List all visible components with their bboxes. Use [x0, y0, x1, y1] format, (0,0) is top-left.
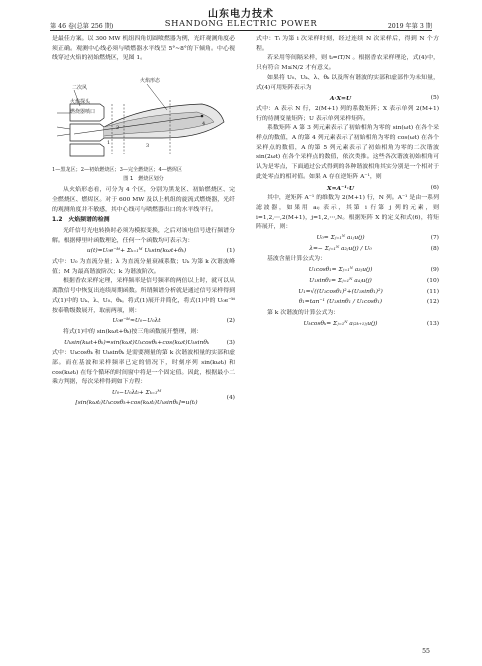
- paragraph: 光纤信号光电转换时必须为模拟变换，之后对该电信号进行频谱分解。根据傅里叶函数理论，任何一个函数均可表示为：: [52, 227, 235, 244]
- equation-number: (7): [430, 235, 439, 242]
- equation-number: (4): [226, 395, 235, 402]
- equation-number: (12): [426, 299, 439, 306]
- equation-number: (6): [430, 184, 439, 191]
- paragraph: 式中：Tᵢ 为第 i 次采样时刻，经过连续 N 次采样后，得到 N 个方程。: [256, 36, 439, 52]
- zone-label-3: 3: [146, 143, 150, 150]
- zone-label-4: 4: [202, 121, 206, 128]
- equation-body: θ₁=tan⁻¹ (U₁sinθ₁ / U₁cosθ₁): [298, 299, 383, 306]
- equation-body: U₀−U₀λtᵢ+ Σₖ₌₁ᴹ [sin(kωtᵢ)Uₖcosθₖ+cos(kωtᵢ)Uₖsinθₖ]=u(tᵢ): [75, 390, 198, 406]
- paragraph: 根据香农采样定理，采样频率是信号频率的两倍以上时，就可以从离散信号中恢复出连续周期函数。所谓频谱分析就是通过信号采样得到式(1)中的 Uₖ、λ、U₀、θₖ。将式(1)展开并简化，将式(1)中的 U₀e⁻ᵏᵗ 按泰勒级数展开，取前两项，则：: [52, 278, 235, 314]
- journal-title: 山东电力技术: [208, 9, 274, 20]
- equation-body: X=A⁻¹·U: [327, 184, 354, 192]
- section-heading: 1.2 火焰频谱的检测: [52, 217, 110, 224]
- equation-number: (8): [430, 245, 439, 252]
- paragraph: 式中：U₀ 为直流分量；λ 为直流分量衰减系数；Uₖ 为第 k 次谐波峰值；M 为最高谐波阶次；k 为谐波阶次。: [52, 259, 235, 275]
- equation-number: (10): [426, 277, 439, 284]
- paragraph: 基波含量计算公式为：: [267, 256, 326, 263]
- equation-12: [256, 298, 439, 308]
- paragraph: 将式(1)中的 sin(kωt+θₖ)按三角函数展开整理，则：: [63, 328, 203, 335]
- equation-body: U₁cosθ₁= Σⱼ₌₁ᴺ a₃ⱼu(j): [308, 267, 373, 274]
- equation-body: U₀e⁻ᵏᵗ≈U₀−U₀λt: [112, 318, 161, 325]
- zone-label-1: 1: [107, 140, 111, 147]
- equation-10: [256, 277, 439, 287]
- paragraph: 系数矩阵 A 第 3 列元素表示了初始相角为零的 sin(ωt) 在各个采样点的数值，A 的第 4 列元素表示了初始相角为零的 cos(ωt) 在各个采样点的数值，A 的第 5 列元素表示了初始相角为零的二次谐波 sin(2ωt) 在各个采样点的数值，依次类推。这些各次谐波初始相角可认为是零点，下面通过公式得到的各种谐波相角其实分别是一个相对于此处零点的相对值。如果 A 存在逆矩阵 A⁻¹，则: [256, 125, 439, 180]
- left-column: [52, 35, 235, 410]
- paragraph: 第 k 次谐波的计算公式为：: [267, 309, 340, 316]
- equation-body: λ=− Σⱼ₌₁ᴺ a₂ⱼu(j) / U₀: [309, 245, 372, 252]
- paragraph: 式中：Uₖcosθₖ 和 Uₖsinθₖ 是需要测量的第 k 次谐波相量的实部和虚部。而在基波和采样频率已定的情况下，时刻序列 sin(kωtᵢ) 和 cos(kωtᵢ) 在每个循环的时间窗中将是一个固定值。因此，根据最小二乘方判据，每次采样得到如下方程：: [52, 350, 235, 386]
- page-number: 55: [422, 648, 430, 655]
- equation-9: [256, 266, 439, 276]
- equation-8: [256, 245, 439, 255]
- equation-body: U₁sinθ₁= Σⱼ₌₁ᴺ a₄ⱼu(j): [309, 277, 372, 284]
- equation-1: [52, 247, 235, 257]
- equation-13: [256, 320, 439, 330]
- equation-7: [256, 234, 439, 244]
- figure-1: [52, 64, 235, 186]
- equation-4: [52, 389, 235, 408]
- paragraph: 是最佳方案。以 300 MW 机组四角切圆喷燃器为例，光纤观测角度必须正确。观测中心线必须与喷燃器水平线呈 5°~8°的下倾角。中心视线穿过火焰的初始燃烧区，见图 1。: [52, 36, 235, 62]
- figure-caption: 图 1 燃烧区划分: [123, 176, 164, 183]
- label-flame-probe: 火焰探头: [70, 99, 91, 106]
- equation-number: (13): [426, 320, 439, 327]
- equation-11: [256, 288, 439, 298]
- issue-date: 2019 年第 3 期: [387, 23, 432, 30]
- label-flame-shape: 火焰形态: [140, 78, 161, 85]
- equation-number: (5): [430, 95, 439, 102]
- label-secondary-air: 二次风: [72, 85, 88, 92]
- equation-number: (2): [226, 318, 235, 325]
- paragraph: 从火焰形态看，可分为 4 个区，分别为黑龙区、初始燃烧区、完全燃烧区、燃烬区。对于 600 MW 及以上机组的旋流式燃烧器，光纤的观测角度并不敏感，其中心线可与喷燃器出口的水平线平行。: [52, 187, 235, 213]
- volume-info: 第 46 卷(总第 256 期): [50, 23, 114, 30]
- label-burner-nozzle: 燃烧器喷口: [70, 109, 96, 116]
- journal-title-en: SHANDONG ELECTRIC POWER: [164, 18, 318, 28]
- paragraph: 如果将 U₀、Uₖ、λ、θₖ 以及所有谐波的实部和虚部作为未知量，式(4)可用矩阵表示为: [256, 74, 439, 91]
- figure-legend: 1—黑龙区；2—初始燃烧区；3—完全燃烧区；4—燃烬区: [52, 167, 183, 174]
- equation-number: (11): [426, 288, 439, 295]
- header-rule: [50, 30, 432, 31]
- equation-body: Uₖcosθₖ= Σⱼ₌₁ᴺ a₍₂ₖ₊₁₎ⱼu(j): [303, 320, 378, 327]
- equation-body: Uₖsin(kωt+θₖ)=sin(kωt)Uₖcosθₖ+cos(kωt)Uₖsinθₖ: [63, 339, 210, 346]
- paragraph: 式中：A 表示 N 行，2(M+1) 列的系数矩阵；X 表示单列 2(M+1) 行的待测变量矩阵；U 表示单列采样矩阵。: [256, 105, 439, 122]
- equation-6: [256, 184, 439, 194]
- equation-2: [52, 317, 235, 327]
- paragraph: 若采用等间隔采样，则 tᵢ=iT/N 。根据香农采样理论，式(4)中，只有符合 M≤N/2 才有意义。: [256, 55, 439, 72]
- equation-body: U₁=√((U₁cosθ₁)²+(U₁sinθ₁)²): [298, 288, 383, 295]
- equation-5: [256, 94, 439, 104]
- equation-number: (9): [430, 267, 439, 274]
- equation-number: (1): [226, 248, 235, 255]
- zone-label-2: 2: [116, 125, 120, 132]
- equation-body: A·X=U: [329, 95, 352, 103]
- equation-3: [52, 339, 235, 349]
- paragraph: 其中，逆矩阵 A⁻¹ 的维数为 2(M+1) 行，N 列。A⁻¹ 是由一系列滤波器，如果用 aᵢⱼ 表示，其第 i 行第 j 列的元素，则 i=1,2,⋯,2(M+1)，j=1,2,⋯,N。根据矩阵 X 的定义和式(6)，将矩阵展开，则：: [256, 195, 439, 231]
- equation-body: U₀= Σⱼ₌₁ᴺ a₁ⱼu(j): [316, 235, 365, 242]
- equation-number: (3): [226, 339, 235, 346]
- equation-body: u(t)=U₀e⁻ᵏᵗ+ Σₖ₌₁ᴹ Uₖsin(kωt+θₖ): [86, 248, 187, 255]
- right-column: [256, 35, 439, 330]
